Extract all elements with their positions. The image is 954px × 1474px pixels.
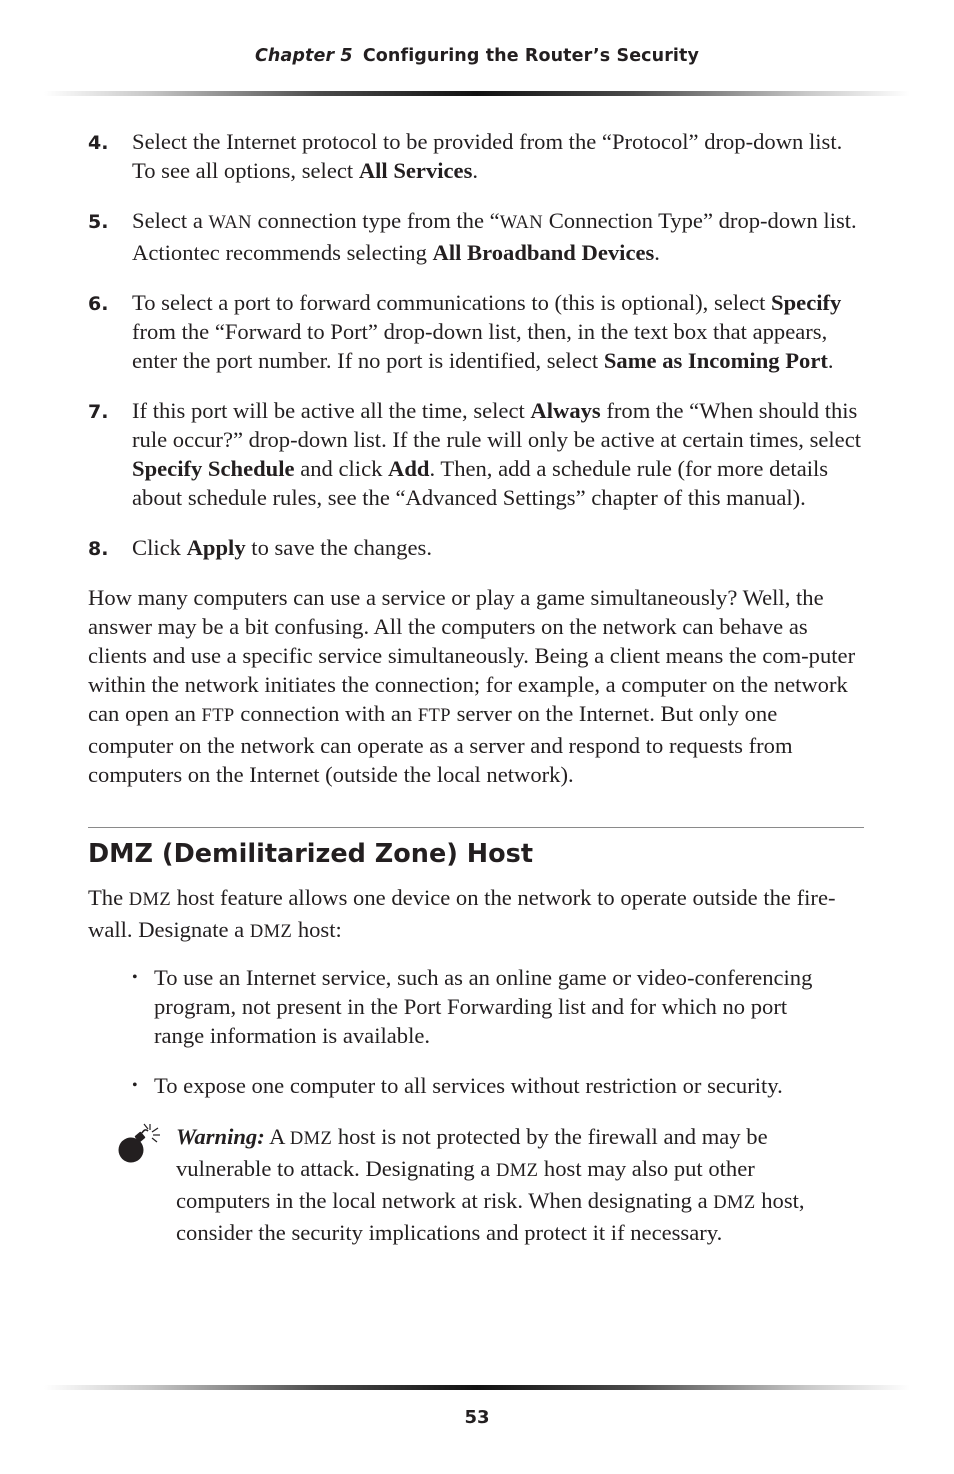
footer-rule xyxy=(44,1385,910,1390)
bold-term: Add xyxy=(388,456,430,481)
acronym: DMZ xyxy=(289,1129,333,1149)
dmz-intro-paragraph: The DMZ host feature allows one device on the network to operate outside the fire-wall. Designate a DMZ host: xyxy=(88,885,836,942)
step-item: 8. Click Apply to save the changes. xyxy=(88,533,868,562)
chapter-label: Chapter 5 xyxy=(254,46,353,66)
step-number: 4. xyxy=(88,132,109,154)
step-item: 5. Select a WAN connection type from the “WAN Connection Type” drop-down list. Actiontec recommends selecting All Broadband Devices. xyxy=(88,208,857,265)
bullet-item xyxy=(132,963,832,1050)
step-item: 4. Select the Internet protocol to be provided from the “Protocol” drop-down list. To see all options, select All Services. xyxy=(88,129,843,183)
acronym: WAN xyxy=(208,213,252,233)
acronym: DMZ xyxy=(495,1161,539,1181)
header-rule xyxy=(44,91,910,96)
bold-term: Specify xyxy=(771,290,842,315)
acronym: WAN xyxy=(499,213,544,233)
step-number: 5. xyxy=(88,211,109,233)
bullet-text: To use an Internet service, such as an online game or video-conferencing program, not present in the Port Forwarding list and for which no port range information is available. xyxy=(154,965,813,1048)
bomb-icon xyxy=(114,1122,174,1168)
steps-list xyxy=(88,127,868,583)
page-number: 53 xyxy=(464,1407,490,1428)
bold-term: Specify Schedule xyxy=(132,456,295,481)
bold-term: Apply xyxy=(186,535,246,560)
bullet-item xyxy=(132,1071,832,1100)
step-item: 6. To select a port to forward communications to (this is optional), select Specify from the “Forward to Port” drop-down list, then, in the text box that appears, enter the port number. If no port is identified, select Same as Incoming Port. xyxy=(88,290,842,373)
acronym: FTP xyxy=(201,706,235,726)
step-number: 6. xyxy=(88,293,109,315)
bullet-mark: • xyxy=(132,969,138,986)
bullet-text: To expose one computer to all services without restriction or security. xyxy=(154,1073,783,1098)
acronym: DMZ xyxy=(713,1193,756,1213)
running-header xyxy=(0,46,954,66)
acronym: DMZ xyxy=(249,922,293,942)
bold-term: All Broadband Devices xyxy=(432,240,655,265)
acronym: FTP xyxy=(417,706,451,726)
step-number: 7. xyxy=(88,401,109,423)
section-divider xyxy=(88,827,864,828)
chapter-title: Configuring the Router’s Security xyxy=(362,46,699,66)
bold-term: All Services xyxy=(358,158,473,183)
paragraph-simultaneous: How many computers can use a service or play a game simultaneously? Well, the answer may be a bit confusing. All the computers on the network can behave as clients and use a specific service simultaneously. Being a client means the com-puter within the network initiates the connection; for example, a computer on the network can open an FTP connection with an FTP server on the Internet. But only one computer on the network can operate as a server and respond to requests from computers on the Internet (outside the local network). xyxy=(88,585,856,787)
bullet-mark: • xyxy=(132,1077,138,1094)
section-heading: DMZ (Demilitarized Zone) Host xyxy=(88,839,534,869)
warning-note: Warning: A DMZ host is not protected by the firewall and may be vulnerable to attack. Designating a DMZ host may also put other computers in the local network at risk. When designating a DMZ host, consider the security implications and protect it if necessary. xyxy=(176,1124,805,1245)
acronym: DMZ xyxy=(128,890,172,910)
bold-term: Always xyxy=(530,398,601,423)
bold-term: Same as Incoming Port xyxy=(603,348,828,373)
warning-label: Warning: xyxy=(176,1124,265,1149)
step-number: 8. xyxy=(88,538,109,560)
step-item: 7. If this port will be active all the time, select Always from the “When should this rule occur?” drop-down list. If the rule will only be active at certain times, select Specify Schedule and click Add. Then, add a schedule rule (for more details about schedule rules, see the “Advanced Settings” chapter of this manual). xyxy=(88,398,862,510)
dmz-bullet-list xyxy=(132,963,832,1121)
